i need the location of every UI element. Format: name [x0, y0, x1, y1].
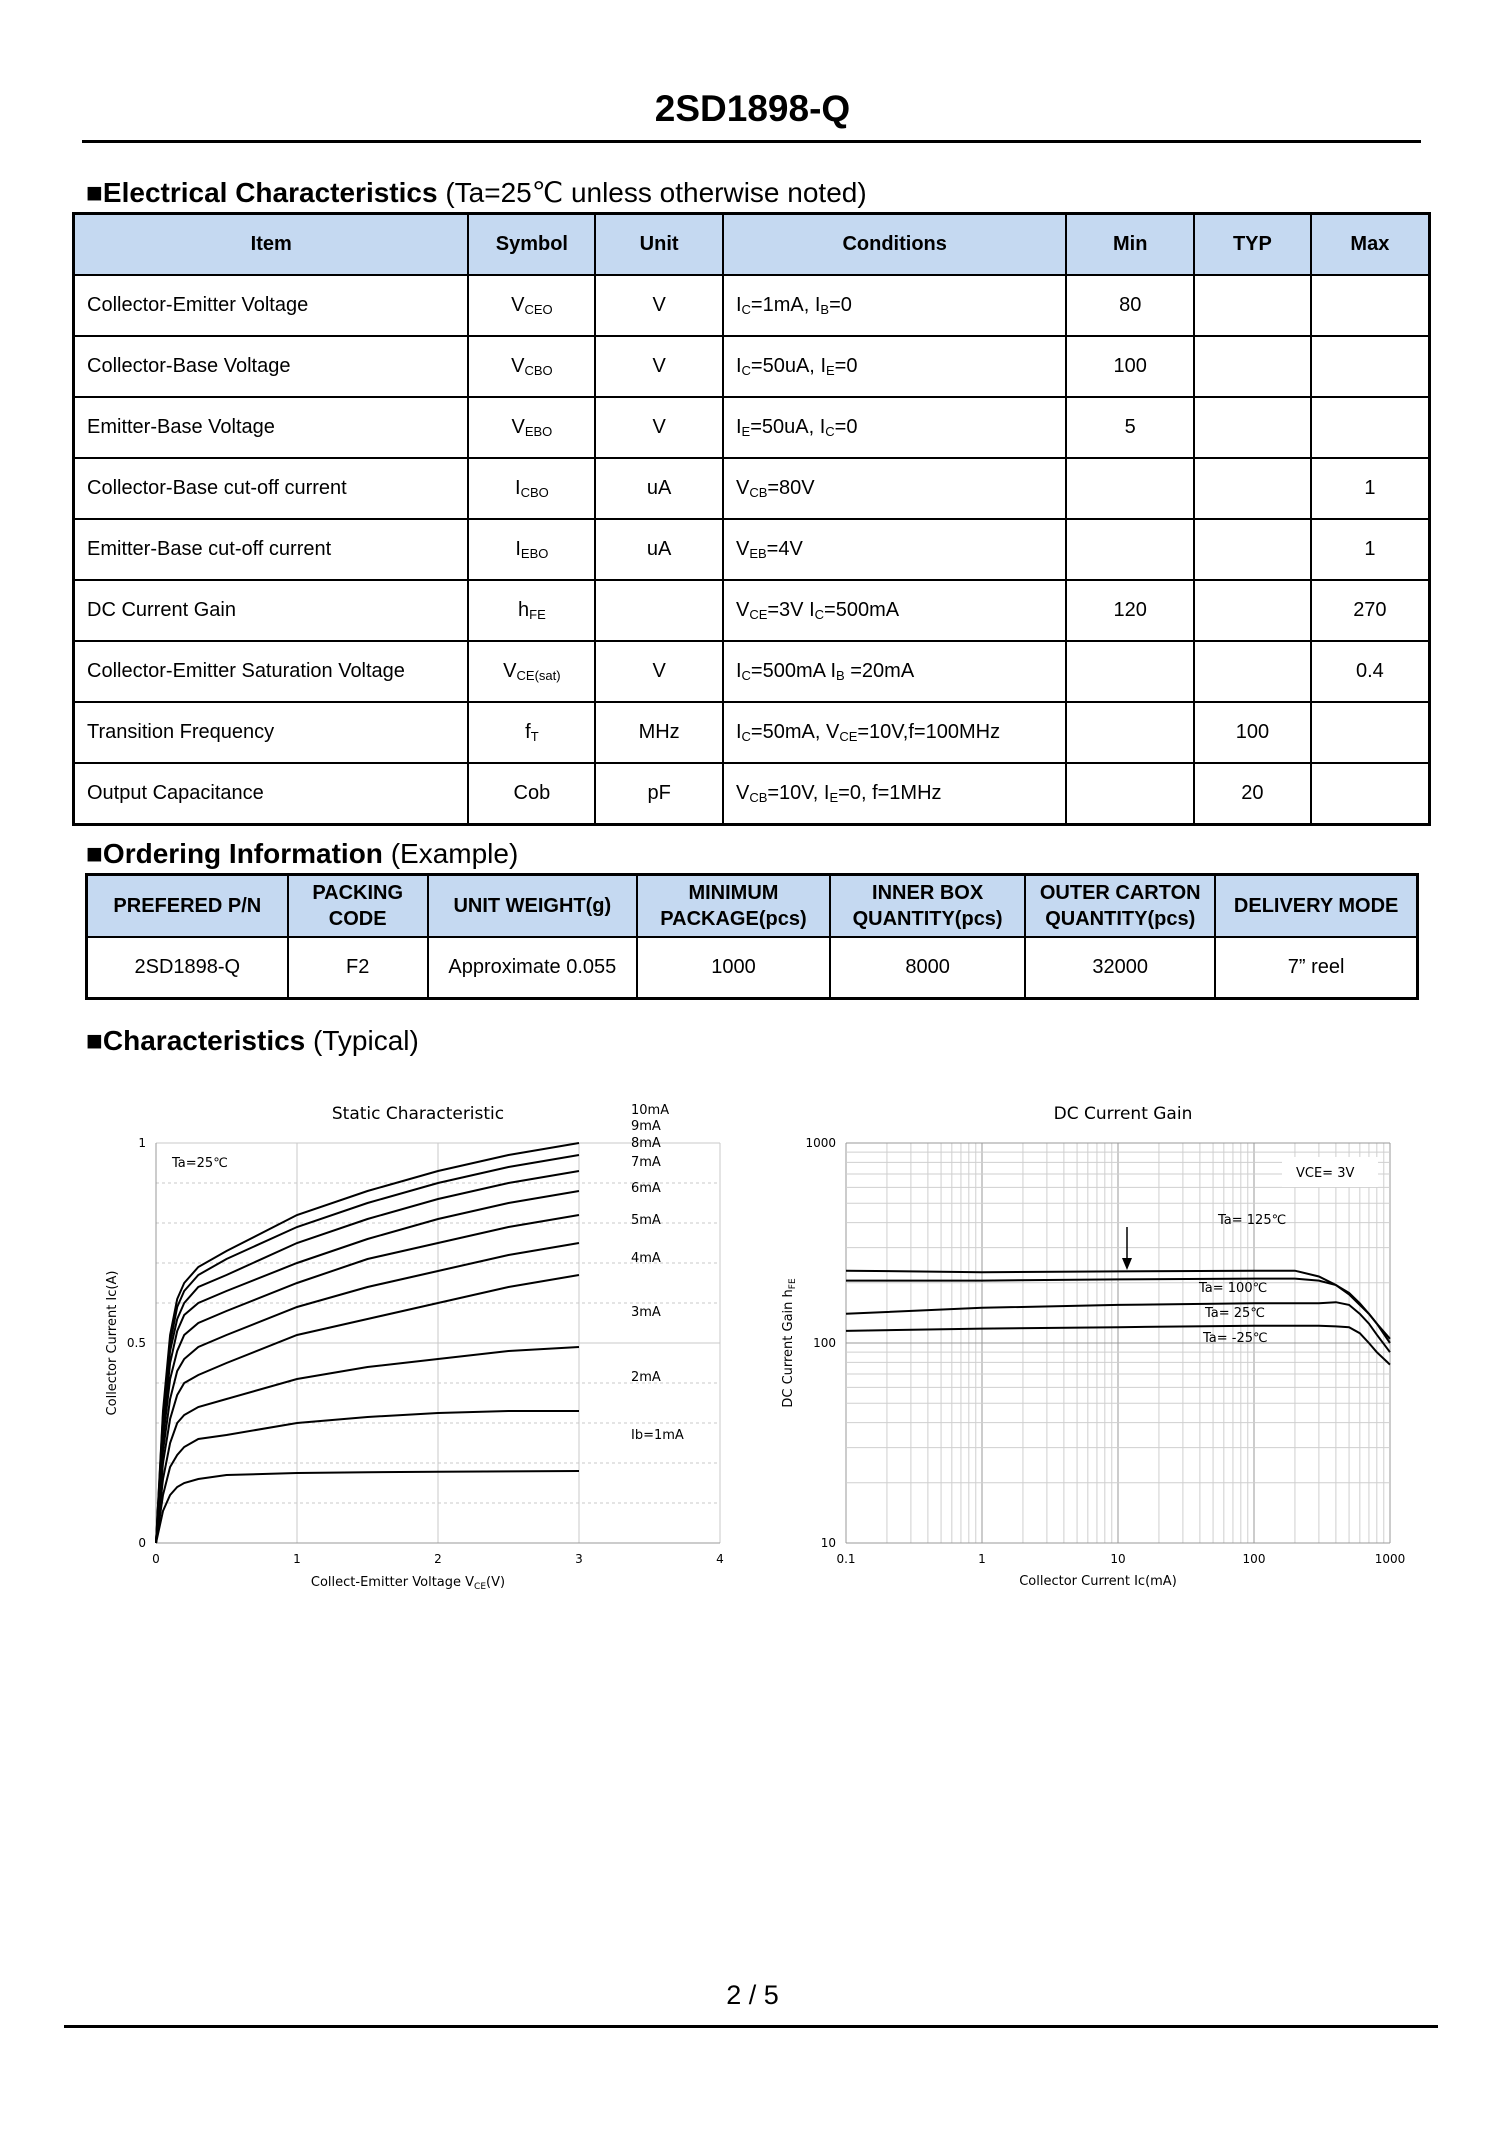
series-label: 6mA [631, 1181, 661, 1196]
electrical-heading-note: (Ta=25℃ unless otherwise noted) [437, 177, 867, 208]
series-line [156, 1215, 579, 1543]
subscript: CB [749, 485, 768, 500]
min-cell [1066, 641, 1194, 702]
x-tick-label: 0.1 [836, 1552, 856, 1566]
y-tick-label: 1 [138, 1136, 146, 1150]
typ-cell [1194, 336, 1311, 397]
typ-cell: 100 [1194, 702, 1311, 763]
item-cell: Transition Frequency [74, 702, 469, 763]
min-cell: 5 [1066, 397, 1194, 458]
subscript: C [741, 668, 751, 683]
max-cell [1311, 702, 1430, 763]
typ-cell [1194, 458, 1311, 519]
max-cell [1311, 397, 1430, 458]
subscript: CB [749, 790, 768, 805]
electrical-section-heading [86, 176, 867, 209]
x-tick-label: 0 [152, 1552, 160, 1566]
ordering-heading-note: (Example) [382, 838, 519, 869]
symbol-cell: $f_T$ [468, 702, 595, 763]
series-line [156, 1155, 579, 1543]
item-cell: Collector-Base cut-off current [74, 458, 469, 519]
series-line [156, 1243, 579, 1543]
ordering-cell: 8000 [830, 937, 1025, 999]
column-header-item: Item [74, 214, 469, 276]
page-title: 2SD1898-Q [654, 88, 851, 129]
ordering-information-table [85, 873, 1419, 1000]
y-axis-label: DC Current Gain $h_{FE}$ [781, 1278, 798, 1408]
arrow-head-icon [1122, 1258, 1132, 1270]
x-axis-label-tail: (V) [486, 1575, 506, 1590]
max-cell: 270 [1311, 580, 1430, 641]
column-header-conditions: Conditions [723, 214, 1066, 276]
y-tick-label: 1000 [805, 1136, 836, 1150]
min-cell [1066, 519, 1194, 580]
item-cell: Collector-Emitter Voltage [74, 275, 469, 336]
unit-cell [595, 580, 723, 641]
ordering-section-heading [86, 838, 518, 870]
conditions-cell: $I_C=500mA$ $I_B =20mA$ [723, 641, 1066, 702]
subscript: C [814, 607, 825, 622]
conditions-cell: $I_C=50mA$, $V_{CE}=10V,f=100MHz$ [723, 702, 1066, 763]
series-line [156, 1471, 579, 1543]
table-row [74, 519, 1430, 580]
column-header-max: Max [1311, 214, 1430, 276]
series-label: 10mA [631, 1103, 670, 1118]
table-row [74, 702, 1430, 763]
y-axis-label-sub: FE [788, 1278, 798, 1290]
subscript: B [820, 302, 830, 317]
column-header-unit: Unit [595, 214, 723, 276]
ordering-column-header: UNIT WEIGHT(g) [428, 875, 637, 938]
ordering-column-header: PREFERED P/N [87, 875, 288, 938]
x-axis-label-sub: CE [474, 1582, 487, 1592]
item-cell: Output Capacitance [74, 763, 469, 825]
subscript: EBO [524, 424, 553, 439]
ordering-cell: F2 [288, 937, 428, 999]
x-axis-label: Collect-Emitter Voltage $V_{CE}(V)$ [310, 1575, 506, 1592]
subscript: EB [749, 546, 767, 561]
item-cell: Collector-Emitter Saturation Voltage [74, 641, 469, 702]
unit-cell: uA [595, 519, 723, 580]
conditions-cell: $V_{CB}=80V$ [723, 458, 1066, 519]
x-tick-label: 2 [434, 1552, 442, 1566]
min-cell [1066, 763, 1194, 825]
dc-current-gain-chart [770, 1095, 1430, 1605]
y-tick-label: 100 [813, 1336, 836, 1350]
x-tick-label: 1 [978, 1552, 986, 1566]
y-tick-label: 10 [820, 1536, 836, 1550]
conditions-cell: $I_E=50uA$, $I_C=0$ [723, 397, 1066, 458]
electrical-characteristics-table [72, 212, 1431, 826]
subscript: E [741, 424, 751, 439]
ordering-column-header: MINIMUM PACKAGE(pcs) [637, 875, 830, 938]
typ-cell [1194, 275, 1311, 336]
subscript: C [741, 363, 751, 378]
symbol-cell: $I_{CBO}$ [468, 458, 595, 519]
subscript: CE [839, 729, 858, 744]
series-label: 8mA [631, 1136, 661, 1151]
series-label: 7mA [631, 1155, 661, 1170]
unit-cell: V [595, 641, 723, 702]
column-header-min: Min [1066, 214, 1194, 276]
ordering-column-header: INNER BOX QUANTITY(pcs) [830, 875, 1025, 938]
series-label: 2mA [631, 1370, 661, 1385]
subscript: B [836, 668, 845, 683]
conditions-cell: $V_{EB}=4V$ [723, 519, 1066, 580]
y-tick-label: 0 [138, 1536, 146, 1550]
static-characteristic-chart [90, 1095, 750, 1605]
x-tick-label: 100 [1242, 1552, 1266, 1566]
x-tick-label: 3 [575, 1552, 583, 1566]
table-row [74, 336, 1430, 397]
unit-cell: V [595, 397, 723, 458]
ordering-cell: Approximate 0.055 [428, 937, 637, 999]
typ-cell [1194, 397, 1311, 458]
subscript: FE [529, 607, 546, 622]
chart-title: Static Characteristic [331, 1104, 505, 1124]
subscript: EBO [520, 546, 549, 561]
ordering-column-header: PACKING CODE [288, 875, 428, 938]
symbol-cell: $V_{CEO}$ [468, 275, 595, 336]
ordering-column-header: DELIVERY MODE [1215, 875, 1417, 938]
series-line [156, 1347, 579, 1543]
subscript: CE(sat) [516, 668, 561, 683]
item-cell: Collector-Base Voltage [74, 336, 469, 397]
title-divider [82, 140, 1421, 143]
item-cell: Emitter-Base Voltage [74, 397, 469, 458]
min-cell [1066, 458, 1194, 519]
unit-cell: pF [595, 763, 723, 825]
table-row [74, 580, 1430, 641]
min-cell: 80 [1066, 275, 1194, 336]
max-cell [1311, 336, 1430, 397]
symbol-cell: $V_{EBO}$ [468, 397, 595, 458]
conditions-cell: $V_{CE}=3V$ $I_C=500mA$ [723, 580, 1066, 641]
series-label: 9mA [631, 1119, 661, 1134]
symbol-cell: Cob [468, 763, 595, 825]
max-cell: 0.4 [1311, 641, 1430, 702]
characteristics-heading-bold: ■Characteristics [86, 1025, 306, 1056]
vce-annotation: VCE= 3V [1296, 1166, 1355, 1181]
symbol-cell: $V_{CBO}$ [468, 336, 595, 397]
series-label: 5mA [631, 1213, 661, 1228]
y-tick-label: 0.5 [126, 1336, 146, 1350]
page-number: 2 / 5 [726, 1980, 779, 2010]
typ-cell [1194, 641, 1311, 702]
footer-divider [64, 2025, 1438, 2028]
max-cell: 1 [1311, 458, 1430, 519]
table-row [74, 641, 1430, 702]
subscript: C [741, 729, 751, 744]
symbol-cell: $h_{FE}$ [468, 580, 595, 641]
typ-cell [1194, 580, 1311, 641]
series-label: 3mA [631, 1305, 661, 1320]
characteristics-heading-note: (Typical) [305, 1025, 419, 1056]
table-row [74, 397, 1430, 458]
electrical-heading-bold: ■Electrical Characteristics [86, 177, 438, 208]
ordering-cell: 2SD1898-Q [87, 937, 288, 999]
ordering-heading-bold: ■Ordering Information [86, 838, 383, 869]
x-tick-label: 10 [1110, 1552, 1126, 1566]
series-label: 4mA [631, 1251, 661, 1266]
series-label: Ta= 125℃ [1218, 1213, 1287, 1228]
ordering-cell: 7” reel [1215, 937, 1417, 999]
ordering-header-row [87, 875, 1418, 938]
conditions-cell: $I_C=1mA$, $I_B=0$ [723, 275, 1066, 336]
symbol-cell: $V_{CE(sat)}$ [468, 641, 595, 702]
series-label: Ta= 25℃ [1205, 1306, 1265, 1321]
min-cell: 120 [1066, 580, 1194, 641]
unit-cell: MHz [595, 702, 723, 763]
chart-title: DC Current Gain [1053, 1104, 1193, 1124]
subscript: CE [749, 607, 768, 622]
subscript: C [741, 302, 751, 317]
conditions-cell: $V_{CB}=10V$, $I_E=0$, f=1MHz [723, 763, 1066, 825]
max-cell [1311, 763, 1430, 825]
ordering-cell: 32000 [1025, 937, 1215, 999]
ordering-cell: 1000 [637, 937, 830, 999]
item-cell: DC Current Gain [74, 580, 469, 641]
series-label: Ta= -25℃ [1203, 1331, 1268, 1346]
conditions-cell: $I_C=50uA$, $I_E=0$ [723, 336, 1066, 397]
x-tick-label: 1000 [1374, 1552, 1406, 1566]
typ-cell: 20 [1194, 763, 1311, 825]
y-axis-label: Collector Current Ic(A) [105, 1270, 120, 1416]
subscript: CBO [524, 363, 553, 378]
symbol-cell: $I_{EBO}$ [468, 519, 595, 580]
series-label: Ib=1mA [631, 1428, 684, 1443]
subscript: E [826, 363, 835, 378]
subscript: CBO [520, 485, 549, 500]
unit-cell: uA [595, 458, 723, 519]
max-cell: 1 [1311, 519, 1430, 580]
subscript: E [829, 790, 839, 805]
min-cell [1066, 702, 1194, 763]
unit-cell: V [595, 275, 723, 336]
unit-cell: V [595, 336, 723, 397]
characteristics-section-heading [86, 1025, 419, 1057]
series-label: Ta= 100℃ [1199, 1281, 1268, 1296]
table-row [74, 763, 1430, 825]
subscript: CEO [524, 302, 553, 317]
table-row [74, 458, 1430, 519]
table-row [74, 275, 1430, 336]
max-cell [1311, 275, 1430, 336]
subscript: C [825, 424, 835, 439]
ordering-column-header: OUTER CARTON QUANTITY(pcs) [1025, 875, 1215, 938]
column-header-typ: TYP [1194, 214, 1311, 276]
typ-cell [1194, 519, 1311, 580]
x-tick-label: 4 [716, 1552, 724, 1566]
column-header-symbol: Symbol [468, 214, 595, 276]
x-axis-label: Collector Current Ic(mA) [1019, 1574, 1177, 1589]
table-header-row [74, 214, 1430, 276]
ta-annotation: Ta=25℃ [172, 1156, 228, 1171]
min-cell: 100 [1066, 336, 1194, 397]
item-cell: Emitter-Base cut-off current [74, 519, 469, 580]
ordering-row [87, 937, 1418, 999]
x-tick-label: 1 [293, 1552, 301, 1566]
subscript: T [530, 729, 539, 744]
